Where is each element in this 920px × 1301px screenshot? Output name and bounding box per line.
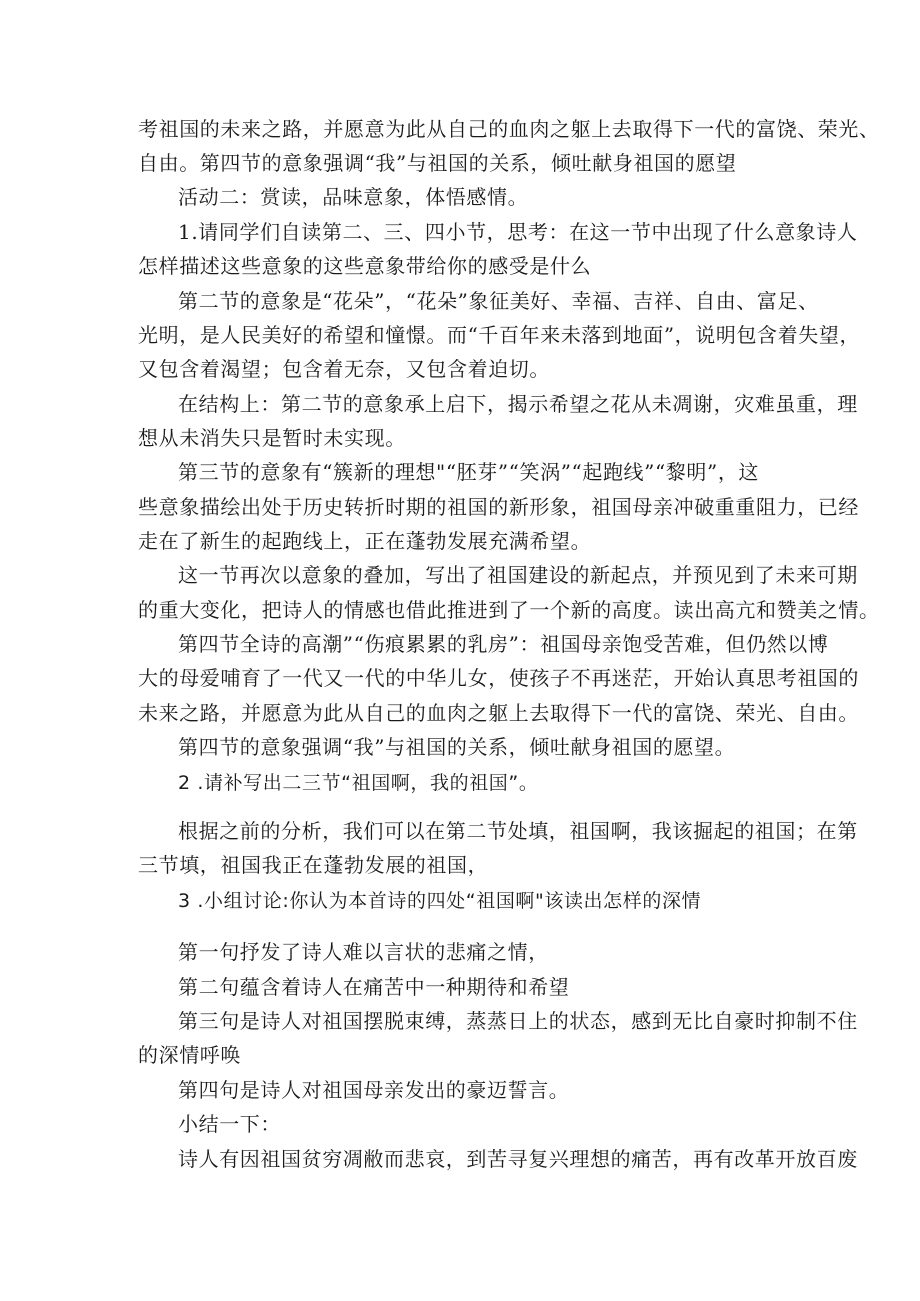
- paragraph-line: 这一节再次以意象的叠加，写出了祖国建设的新起点，并预见到了未来可期: [178, 563, 858, 587]
- question-line: 3 .小组讨论:你认为本首诗的四处“祖国啊"该读出怎样的深情: [178, 890, 702, 912]
- paragraph-line: 第四句是诗人对祖国母亲发出的豪迈誓言。: [178, 1078, 570, 1102]
- paragraph-line: 第三句是诗人对祖国摆脱束缚，蒸蒸日上的状态，感到无比自豪时抑制不住: [178, 1009, 858, 1033]
- paragraph-line: 些意象描绘出处于历史转折时期的祖国的新形象，祖国母亲冲破重重阻力，已经: [138, 495, 859, 519]
- question-line: 2 .请补写出二三节“祖国啊，我的祖国”。: [178, 772, 539, 794]
- paragraph-line: 第四节全诗的高潮”“伤痕累累的乳房”：祖国母亲饱受苦难，但仍然以博: [178, 632, 829, 656]
- paragraph-line: 三节填，祖国我正在蓬勃发展的祖国，: [138, 853, 489, 877]
- paragraph-line: 第三节的意象有“簇新的理想"“胚芽”“笑涡”“起跑线”“黎明”，这: [178, 460, 760, 484]
- paragraph-line: 考祖国的未来之路，并愿意为此从自己的血肉之躯上去取得下一代的富饶、荣光、: [138, 117, 880, 141]
- paragraph-line: 的深情呼唤: [138, 1043, 241, 1067]
- paragraph-line: 根据之前的分析，我们可以在第二节处填，祖国啊，我该掘起的祖国；在第: [178, 819, 858, 843]
- paragraph-line: 未来之路，并愿意为此从自己的血肉之躯上去取得下一代的富饶、荣光、自由。: [138, 701, 859, 725]
- paragraph-line: 第二节的意象是“花朵”，“花朵”象征美好、幸福、吉祥、自由、富足、: [178, 289, 819, 313]
- paragraph-line: 大的母爱哺育了一代又一代的中华儿女，使孩子不再迷茫，开始认真思考祖国的: [138, 666, 859, 690]
- paragraph-line: 第二句蕴含着诗人在痛苦中一种期待和希望: [178, 975, 570, 999]
- paragraph-line: 想从未消失只是暂时未实现。: [138, 426, 406, 450]
- paragraph-line: 第四节的意象强调“我”与祖国的关系，倾吐献身祖国的愿望。: [178, 735, 736, 759]
- question-line: 1.请同学们自读第二、三、四小节，思考：在这一节中出现了什么意象诗人: [178, 220, 858, 244]
- paragraph-line: 的重大变化，把诗人的情感也借此推进到了一个新的高度。读出高亢和赞美之情。: [138, 598, 880, 622]
- paragraph-line: 自由。第四节的意象强调“我”与祖国的关系，倾吐献身祖国的愿望: [138, 151, 737, 175]
- paragraph-line: 又包含着渴望；包含着无奈，又包含着迫切。: [138, 357, 550, 381]
- question-line: 怎样描述这些意象的这些意象带给你的感受是什么: [138, 254, 592, 278]
- summary-heading: 小结一下：: [178, 1112, 281, 1136]
- activity-heading: 活动二：赏读，品味意象，体悟感情。: [178, 185, 529, 209]
- paragraph-line: 诗人有因祖国贫穷凋敝而悲哀，到苦寻复兴理想的痛苦，再有改革开放百废: [178, 1147, 858, 1171]
- paragraph-line: 第一句抒发了诗人难以言状的悲痛之情，: [178, 940, 549, 964]
- paragraph-line: 光明，是人民美好的希望和憧憬。而“千百年来未落到地面”，说明包含着失望，: [138, 323, 861, 347]
- paragraph-line: 在结构上：第二节的意象承上启下，揭示希望之花从未凋谢，灾难虽重，理: [178, 392, 858, 416]
- paragraph-line: 走在了新生的起跑线上，正在蓬勃发展充满希望。: [138, 529, 592, 553]
